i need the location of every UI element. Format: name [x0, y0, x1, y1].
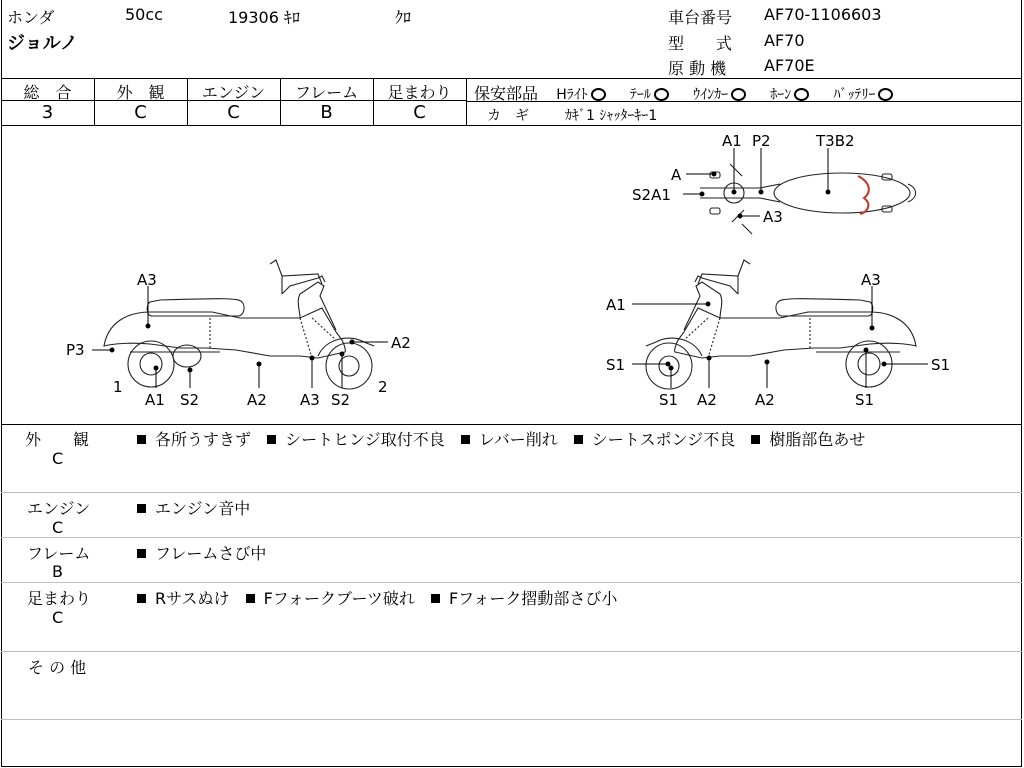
tail-label: ﾃｰﾙ — [629, 87, 651, 103]
divider — [1, 78, 1022, 79]
diagram-label: T3B2 — [816, 132, 855, 150]
diagram-label: A1 — [722, 132, 742, 150]
ok-circle-icon — [794, 88, 809, 101]
diagram-label: S1 — [659, 391, 679, 409]
diagram-label: A — [671, 166, 682, 184]
scooter-top-view-icon — [700, 164, 916, 234]
diagram-label: S2 — [331, 391, 351, 409]
bullet-square-icon — [246, 594, 255, 603]
divider — [466, 78, 467, 125]
diagram-label: P3 — [66, 341, 85, 359]
battery-label: ﾊﾞｯﾃﾘｰ — [833, 87, 876, 103]
remark-item: フレームさび中 — [155, 544, 267, 563]
overall-value: 3 — [41, 102, 54, 123]
diagram-label: S1 — [855, 391, 875, 409]
diagram-label: 2 — [378, 378, 388, 396]
remark-item: Fフォーク摺動部さび小 — [448, 589, 618, 608]
horn-label: ﾎｰﾝ — [770, 87, 792, 103]
ok-circle-icon — [878, 88, 893, 101]
diagram-label: P2 — [752, 132, 771, 150]
bullet-square-icon — [751, 435, 760, 444]
bullet-square-icon — [137, 549, 146, 558]
maker: ホンダ — [7, 8, 55, 27]
remark-label-frame: フレーム — [27, 544, 91, 563]
diagram-label: S2 — [180, 391, 200, 409]
frame-label: フレーム — [294, 83, 359, 102]
exterior-value: C — [134, 102, 147, 123]
divider — [1, 537, 1022, 538]
bullet-square-icon — [137, 504, 146, 513]
divider — [1, 582, 1022, 583]
remark-label-engine: エンジン — [27, 499, 91, 518]
remark-grade-engine: C — [52, 518, 64, 537]
remark-item: エンジン音中 — [155, 499, 251, 518]
overall-label: 総 合 — [23, 83, 72, 102]
ok-circle-icon — [731, 88, 746, 101]
diagram-label: A3 — [300, 391, 320, 409]
diagram-label: A3 — [137, 271, 157, 289]
chassis-label: 車台番号 — [668, 8, 733, 27]
bullet-square-icon — [461, 435, 470, 444]
bullet-square-icon — [137, 435, 146, 444]
suspension-value: C — [413, 102, 426, 123]
diagram-label: 1 — [113, 378, 123, 396]
frame-value: B — [320, 102, 333, 123]
ok-circle-icon — [591, 88, 606, 101]
winker-label: ｳｲﾝｶｰ — [693, 87, 729, 103]
remark-grade-frame: B — [52, 562, 63, 581]
diagram-label: A3 — [861, 271, 881, 289]
bullet-square-icon — [574, 435, 583, 444]
remark-item: シートヒンジ取付不良 — [285, 430, 445, 449]
chassis-value: AF70-1106603 — [764, 5, 882, 24]
remark-label-other: そ の 他 — [28, 658, 87, 677]
engine-model-value: AF70E — [764, 56, 815, 75]
bullet-square-icon — [431, 594, 440, 603]
diagram-label: S1 — [606, 356, 626, 374]
diagram-label: A1 — [606, 296, 626, 314]
headlight-label: Hﾗｲﾄ — [556, 87, 588, 103]
suspension-label: 足まわり — [387, 83, 452, 102]
ok-circle-icon — [654, 88, 669, 101]
key-value: ｶｷﾞ1 ｼｬｯﾀｰｷｰ1 — [565, 108, 658, 124]
model-name: ジョルノ — [7, 33, 78, 54]
key-label: カ ギ — [487, 108, 529, 124]
safety-label: 保安部品 — [474, 84, 539, 103]
safety-row — [474, 81, 893, 104]
engine-model-label: 原 動 機 — [668, 59, 727, 78]
diagram-label: S2A1 — [632, 186, 671, 204]
type-value: AF70 — [764, 31, 805, 50]
remark-items-engine — [137, 496, 261, 519]
exterior-label: 外 観 — [116, 83, 165, 102]
diagram-label: A3 — [763, 208, 783, 226]
diagram-label: A2 — [247, 391, 267, 409]
remark-item: Rサスぬけ — [155, 589, 230, 608]
damage-diagram — [0, 126, 1024, 424]
remark-items-exterior — [137, 427, 876, 450]
remark-item: 樹脂部色あせ — [769, 430, 866, 449]
divider — [1, 719, 1022, 720]
diagram-label: A2 — [755, 391, 775, 409]
remark-item: Fフォークブーツ破れ — [263, 589, 415, 608]
diagram-label: A2 — [391, 334, 411, 352]
divider — [1, 424, 1022, 425]
diagram-label: S1 — [931, 356, 951, 374]
color: ｸﾛ — [395, 8, 412, 27]
remark-grade-suspension: C — [52, 608, 64, 627]
engine-value: C — [227, 102, 240, 123]
bullet-square-icon — [267, 435, 276, 444]
remark-item: シートスポンジ不良 — [591, 430, 736, 449]
remark-label-suspension: 足まわり — [27, 589, 92, 608]
divider — [1, 651, 1022, 652]
remark-items-suspension — [137, 586, 628, 609]
engine-label: エンジン — [201, 83, 266, 102]
displacement: 50cc — [125, 5, 163, 24]
divider — [1, 492, 1022, 493]
diagram-label: A2 — [697, 391, 717, 409]
diagram-label: A1 — [145, 391, 165, 409]
type-label: 型 式 — [668, 34, 733, 53]
remark-label-exterior: 外 観 — [25, 430, 90, 449]
damage-mark-icon — [858, 176, 869, 214]
bullet-square-icon — [137, 594, 146, 603]
mileage: 19306 ｷﾛ — [228, 8, 300, 27]
remark-grade-exterior: C — [52, 449, 64, 468]
remark-items-frame — [137, 541, 277, 564]
remark-item: レバー削れ — [478, 430, 558, 449]
remark-item: 各所うすきず — [155, 430, 252, 449]
